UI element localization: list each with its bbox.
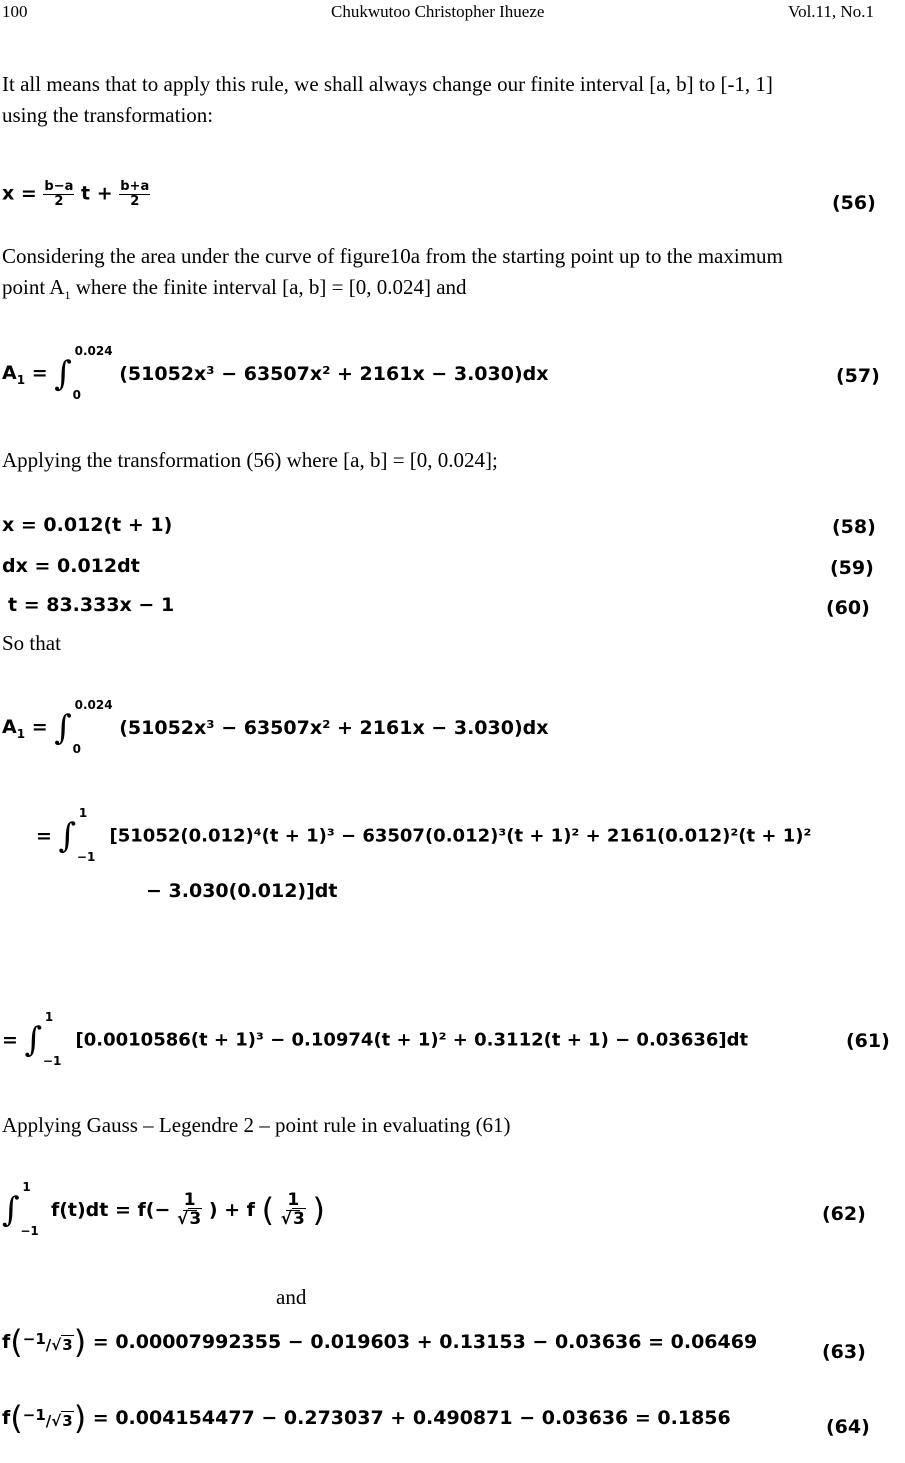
integrand-line: − 3.030(0.012)]dt [146,880,338,902]
radicand: 3 [62,1336,73,1354]
numerator: −1 [22,1330,46,1348]
paren: ) [73,1323,87,1361]
upper-limit: 1 [44,1010,54,1024]
eq-text: f(t)dt = f(− [50,1199,171,1221]
page-number: 100 [2,2,28,21]
denominator: √3 [177,1208,202,1229]
eq-text: = [25,361,48,384]
subscript: 1 [16,726,26,741]
upper-limit: 1 [22,1180,31,1194]
eq-text: = 0.004154477 − 0.273037 + 0.490871 − 0.03636 = 0.1856 [86,1407,731,1429]
lower-limit: 0 [72,388,81,402]
equation-57 [2,346,548,406]
volume-label: Vol.11, No.1 [788,2,874,21]
paragraph-line: It all means that to apply this rule, we shall always change our finite interval [a, b] to [-1, 1] [2,72,773,96]
upper-limit: 0.024 [74,344,113,358]
equation-62 [2,1182,325,1248]
numerator: b+a [120,179,150,194]
equation-63 [2,1323,758,1376]
paragraph-line: Applying the transformation (56) where [a, b] = [0, 0.024]; [2,448,498,472]
paren: ( [261,1191,275,1229]
upper-limit: 1 [78,806,88,820]
fraction [43,180,74,208]
connector-text: and [276,1285,307,1309]
integrand-line: [51052(0.012)⁴(t + 1)³ − 63507(0.012)³(t + 1)² + 2161(0.012)²(t + 1)² [109,825,812,847]
fraction [119,180,150,208]
equation-number: (64) [826,1416,870,1438]
eq-text: = 0.00007992355 − 0.019603 + 0.13153 − 0.03636 = 0.06469 [86,1331,758,1353]
eq-text: A [2,715,17,738]
equation-58: x = 0.012(t + 1) [2,514,173,536]
eq-text: t + [81,182,120,205]
radicand: 3 [189,1208,202,1229]
eq-text: = [36,825,59,847]
lower-limit: 0 [72,742,81,756]
subscript: 1 [16,372,26,387]
upper-limit: 0.024 [74,698,113,712]
integral-limits [73,700,113,756]
equation-number: (58) [832,516,876,538]
text: point A [2,275,65,299]
paren: ) [312,1191,325,1229]
equation-56 [2,180,150,208]
integral-limits [77,808,103,864]
slanted-fraction: $^{-1}$/√3 [22,1330,73,1354]
fraction [177,1189,202,1229]
eq-text: f [2,1407,11,1429]
slanted-fraction: $^{-1}$/√3 [22,1406,73,1430]
equation-number: (63) [822,1341,866,1363]
running-author: Chukwutoo Christopher Ihueze [331,2,545,21]
fraction [280,1189,306,1229]
integrand: (51052x³ − 63507x² + 2161x − 3.030)dx [119,363,549,385]
equation-number: (60) [826,597,870,619]
integral-sign: ∫ [24,1020,43,1060]
integral-sign: ∫ [54,354,72,394]
equation-a1 [2,700,548,760]
eq-text: x = [2,182,44,205]
eq-text: A [2,361,17,384]
paragraph-line: So that [2,631,61,655]
equation-number: (59) [830,557,874,579]
paragraph-line [2,275,467,303]
paragraph-line: Applying Gauss – Legendre 2 – point rule in evaluating (61) [2,1113,511,1137]
radicand: 3 [293,1208,305,1229]
equation-60: t = 83.333x − 1 [8,594,175,616]
integral-sign: ∫ [54,708,72,748]
eq-text: = [2,1029,25,1051]
lower-limit: −1 [20,1224,39,1238]
radicand: 3 [62,1412,73,1430]
eq-text: = [25,715,48,738]
integral-sign: ∫ [2,1190,20,1230]
paren: ( [10,1323,23,1361]
equation-number: (61) [846,1030,890,1052]
denominator: 2 [130,193,140,209]
paragraph-line: Considering the area under the curve of figure10a from the starting point up to the maximum [2,244,783,268]
numerator: −1 [22,1406,46,1424]
equation-number: (56) [832,192,876,214]
denominator: √3 [280,1208,305,1229]
lower-limit: −1 [42,1054,62,1068]
numerator: b−a [44,179,74,194]
lower-limit: −1 [76,850,96,864]
equation-number: (57) [836,365,880,387]
eq-text: ) + f [208,1199,255,1221]
equation-59: dx = 0.012dt [2,555,140,577]
paragraph-line: using the transformation: [2,103,214,127]
equation-substitution [36,808,811,868]
denominator: 2 [54,193,64,209]
integrand: [0.0010586(t + 1)³ − 0.10974(t + 1)² + 0.3112(t + 1) − 0.03636]dt [75,1029,749,1051]
paren: ) [73,1399,87,1437]
integral-limits [20,1182,44,1238]
integral-limits [73,346,113,402]
numerator: 1 [183,1189,196,1210]
equation-64 [2,1399,731,1452]
numerator: 1 [287,1189,300,1210]
paren: ( [10,1399,23,1437]
text: where the finite interval [a, b] = [0, 0.024] and [70,275,467,299]
integral-limits [43,1012,69,1068]
equation-61 [2,1012,748,1072]
equation-number: (62) [822,1203,866,1225]
eq-text: f [2,1331,11,1353]
subscript: 1 [64,288,71,303]
integral-sign: ∫ [58,816,77,856]
integrand: (51052x³ − 63507x² + 2161x − 3.030)dx [119,717,549,739]
